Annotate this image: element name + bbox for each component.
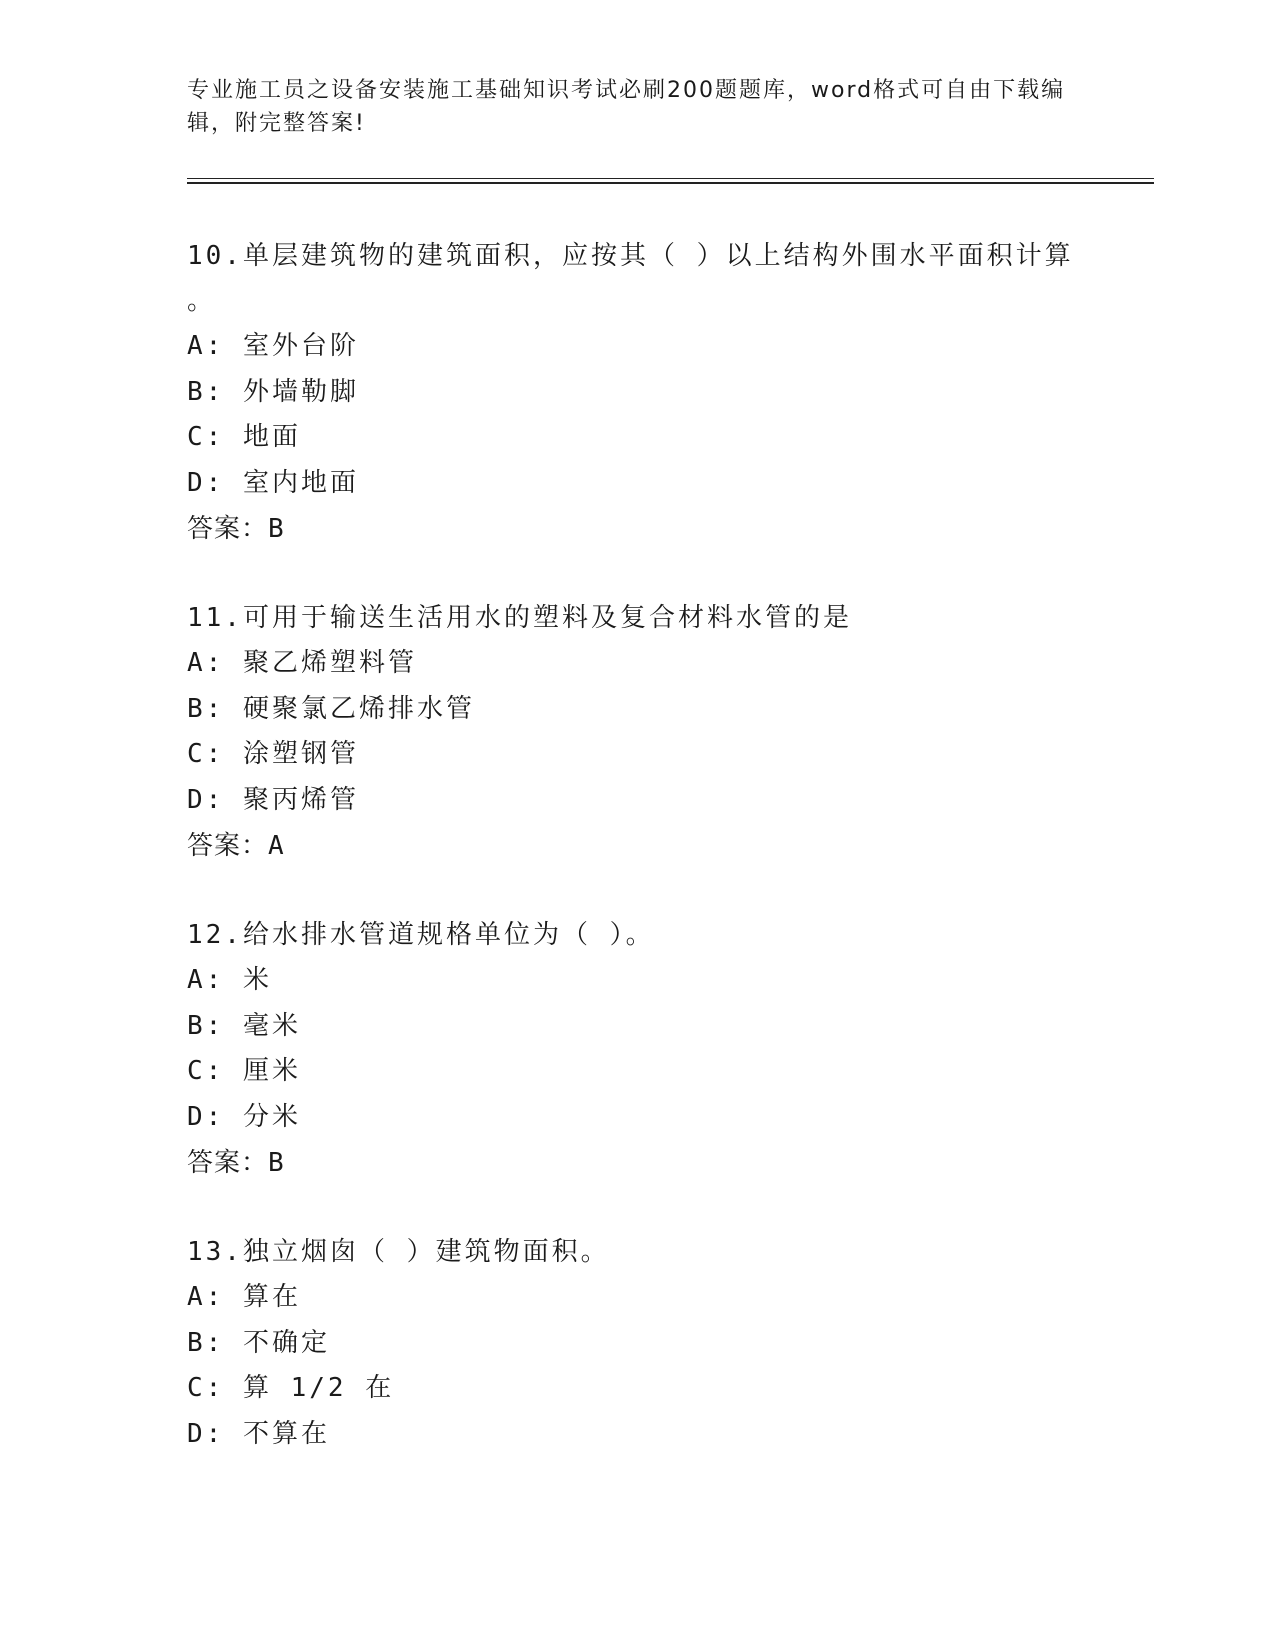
answer-value: B [268,1148,285,1178]
option-c: C: 地面 [187,422,301,452]
option-c: C: 算 1/2 在 [187,1373,395,1403]
question-10 [187,234,1087,552]
answer-value: B [268,514,285,544]
option-a: A: 聚乙烯塑料管 [187,648,417,678]
question-title: 11.可用于输送生活用水的塑料及复合材料水管的是 [187,603,852,633]
option-b: B: 不确定 [187,1327,330,1358]
question-title-continuation: 。 [187,286,217,316]
answer-label: 答案： [187,514,269,544]
question-title: 12.给水排水管道规格单位为（ ）。 [187,920,655,950]
answer-label: 答案： [187,1148,269,1178]
header-divider-bottom [187,182,1154,184]
question-12 [187,913,1087,1186]
option-d: D: 不算在 [187,1418,330,1449]
option-d: D: 室内地面 [187,467,359,498]
document-header: 专业施工员之设备安装施工基础知识考试必刷200题题库，word格式可自由下载编辑，附完整答案! [187,78,1066,136]
option-b: B: 毫米 [187,1010,301,1041]
question-title: 10.单层建筑物的建筑面积，应按其（ ）以上结构外围水平面积计算 [187,241,1074,271]
option-c: C: 厘米 [187,1056,301,1086]
answer-line [187,823,1087,869]
header-divider-top [187,178,1154,179]
question-11 [187,596,1087,869]
question-list [187,234,1087,1501]
answer-label: 答案： [187,831,269,861]
answer-line [187,506,1087,552]
option-a: A: 算在 [187,1282,301,1312]
question-13 [187,1230,1087,1457]
answer-value: A [268,831,285,861]
option-d: D: 分米 [187,1101,301,1132]
option-d: D: 聚丙烯管 [187,784,359,815]
option-b: B: 硬聚氯乙烯排水管 [187,693,475,724]
option-c: C: 涂塑钢管 [187,739,359,769]
answer-line [187,1140,1087,1186]
option-a: A: 室外台阶 [187,331,359,361]
question-title: 13.独立烟囱（ ）建筑物面积。 [187,1237,610,1267]
option-a: A: 米 [187,965,272,995]
option-b: B: 外墙勒脚 [187,376,359,407]
